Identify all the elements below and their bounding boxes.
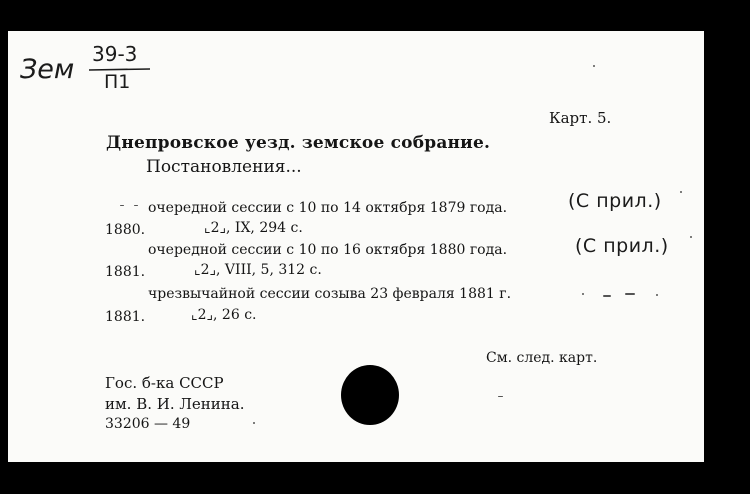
scan-speck [498, 396, 503, 397]
scan-speck [625, 293, 635, 295]
entry-session: чрезвычайной сессии созыва 23 февраля 1881 г. [148, 286, 512, 302]
handwritten-numerator: 39-3 [92, 42, 138, 66]
scan-speck [680, 191, 682, 193]
entry-year: 1880. [105, 222, 146, 238]
scan-speck [690, 236, 692, 238]
title-heading: Постановления... [146, 157, 302, 177]
library-seal-stamp [341, 365, 399, 425]
scan-speck [120, 205, 124, 206]
author-heading: Днепровское уезд. земское собрание. [106, 133, 491, 153]
scan-speck [593, 65, 595, 67]
entry-format: ⌞2⌟, VIII, 5, 312 с. [194, 262, 322, 278]
catalog-card [8, 31, 704, 462]
entry-year: 1881. [105, 309, 146, 325]
handwritten-prefix: Зем [20, 54, 75, 85]
scan-speck [253, 422, 255, 424]
handwritten-denominator: П1 [104, 71, 131, 93]
card-number: Карт. 5. [549, 109, 612, 127]
library-line-2: им. В. И. Ленина. [105, 395, 245, 413]
see-next-card: См. след. карт. [486, 350, 598, 366]
entry-note: (С прил.) [568, 190, 662, 212]
entry-session: очередной сессии с 10 по 16 октября 1880 года. [148, 242, 508, 258]
library-line-1: Гос. б-ка СССР [105, 374, 224, 392]
scan-speck [134, 205, 138, 206]
entry-year: 1881. [105, 264, 146, 280]
entry-session: очередной сессии с 10 по 14 октября 1879 года. [148, 200, 508, 216]
scan-speck [656, 294, 658, 296]
entry-format: ⌞2⌟, 26 с. [191, 307, 257, 323]
entry-format: ⌞2⌟, IX, 294 с. [204, 220, 303, 236]
library-code: 33206 — 49 [105, 416, 191, 432]
scan-speck [582, 293, 584, 295]
scan-speck [603, 295, 611, 297]
entry-note: (С прил.) [575, 235, 669, 257]
